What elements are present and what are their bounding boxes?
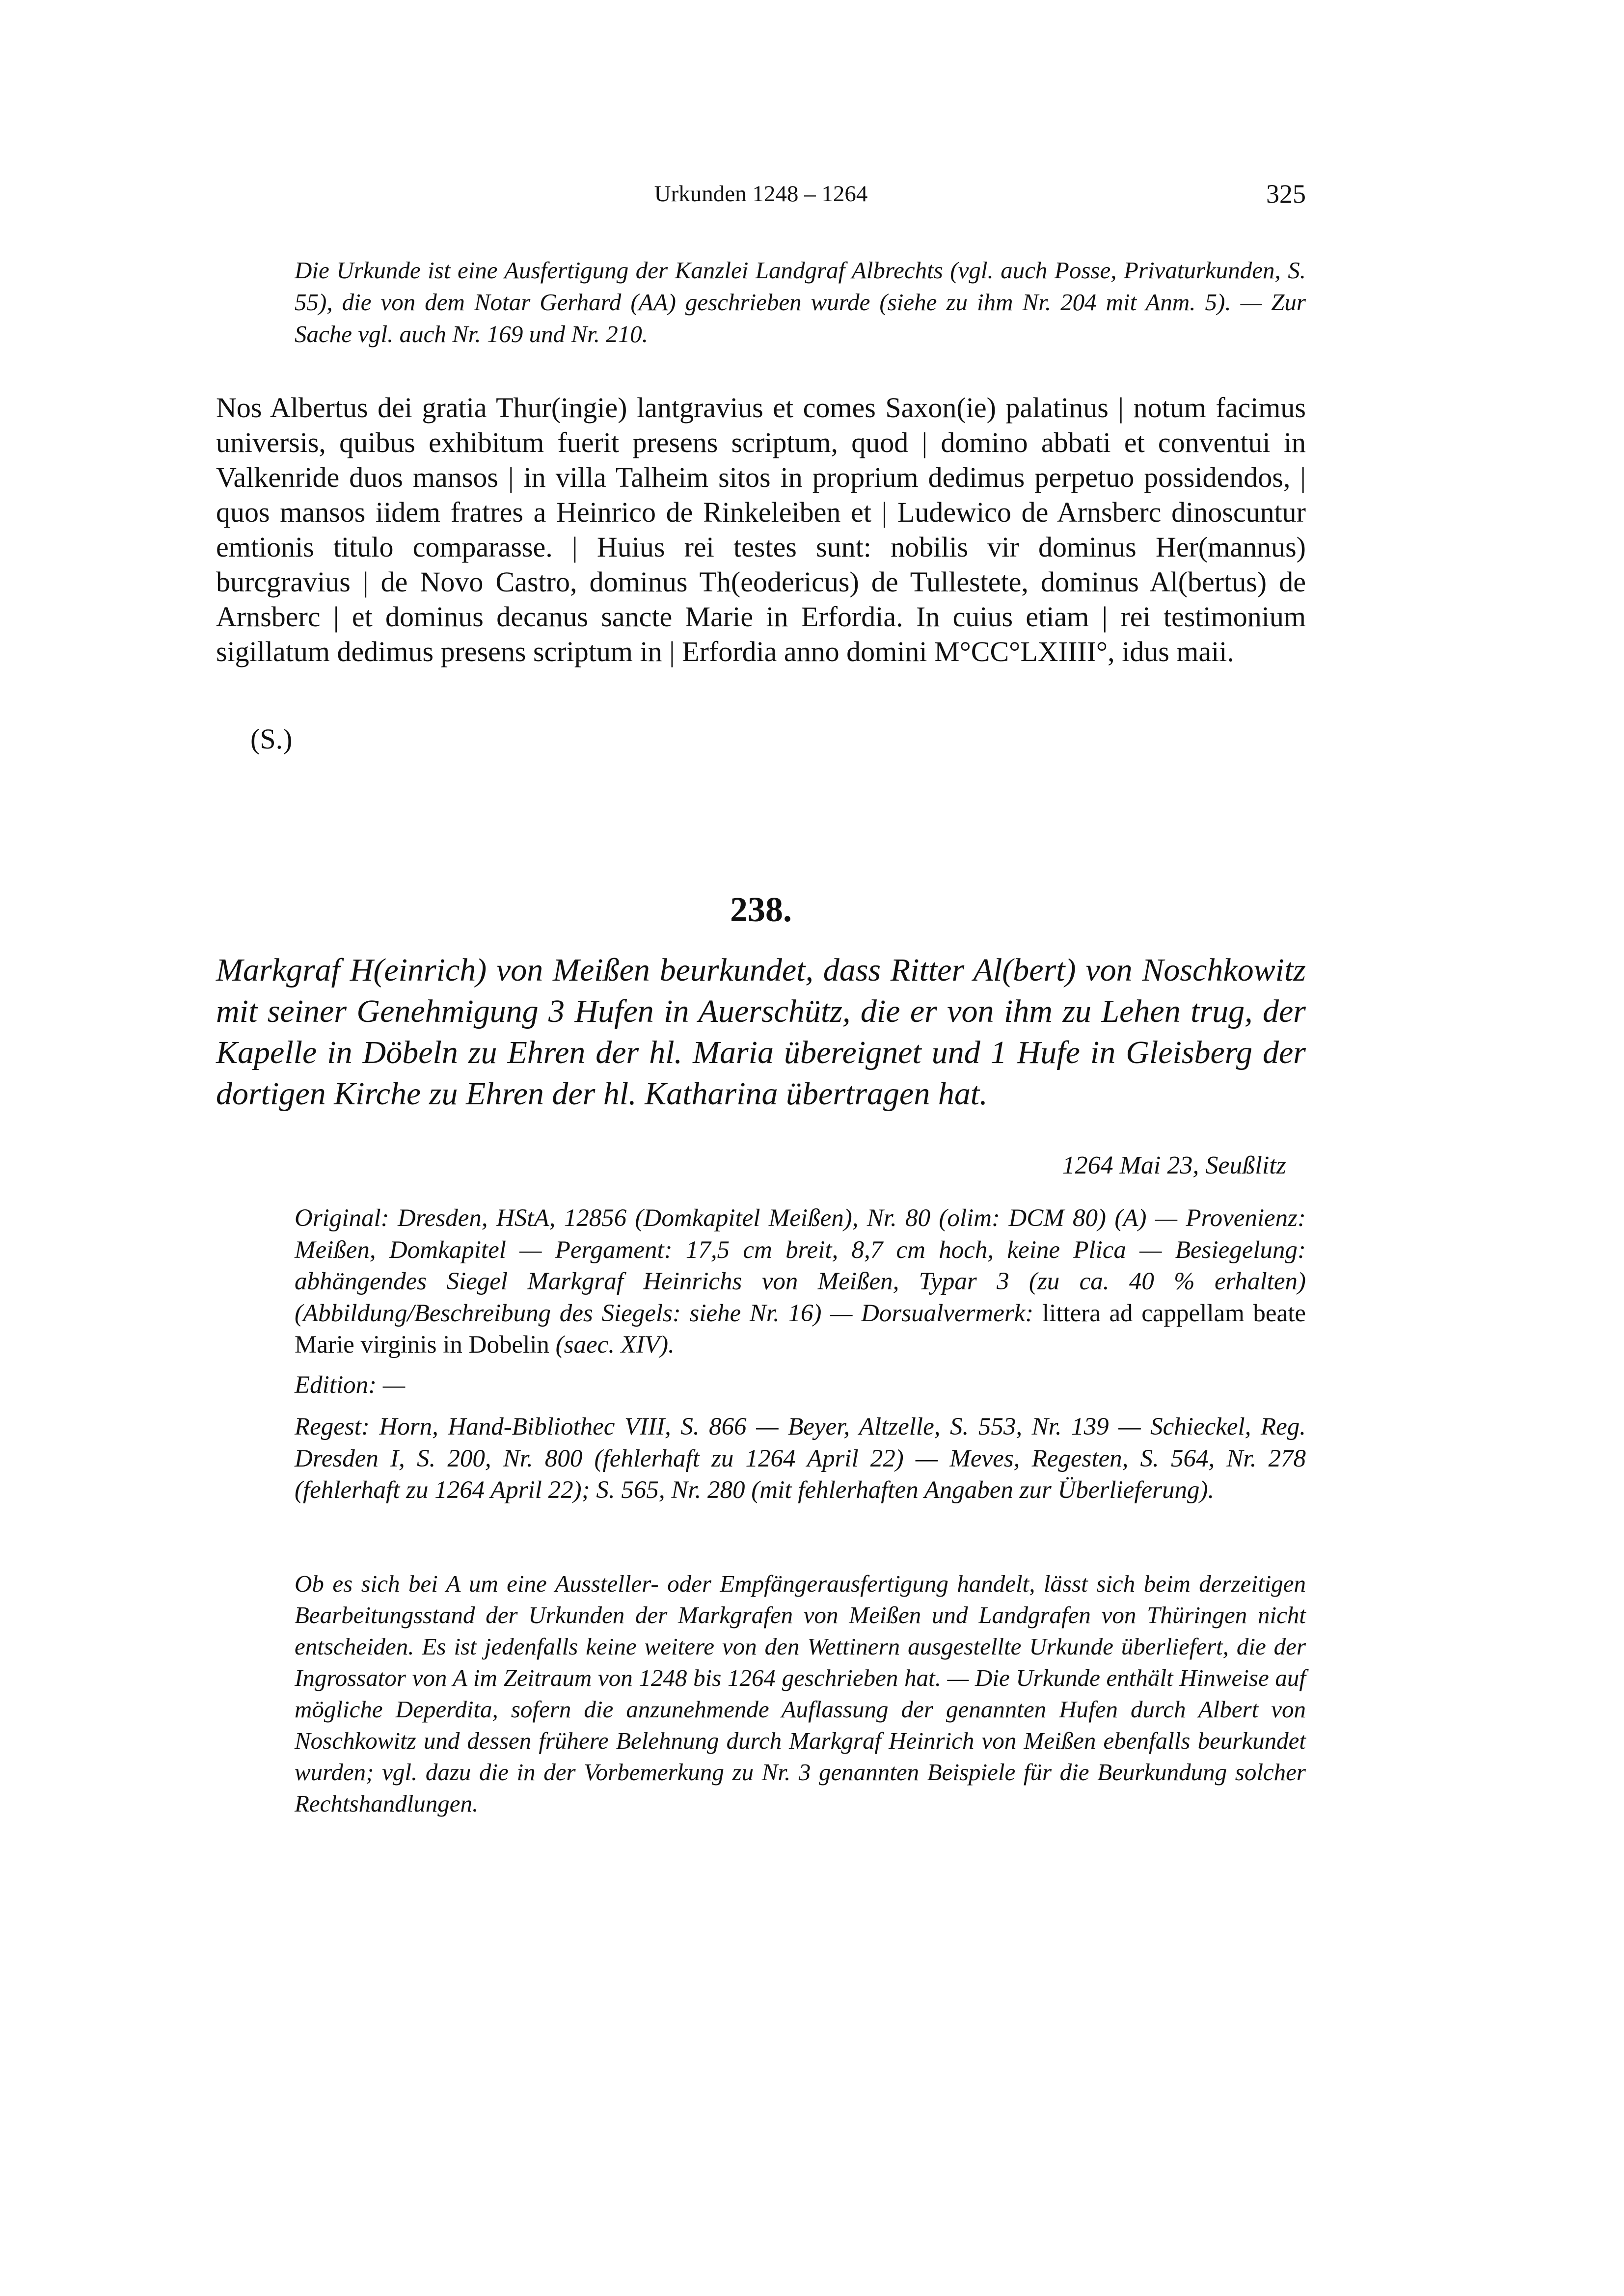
dorsal-note: littera ad cappellam beate Marie virginis in Dobelin [295, 1299, 1306, 1359]
charter-text: Nos Albertus dei gratia Thur(ingie) lantgravius et comes Saxon(ie) palatinus | notum facimus universis, quibus exhibitum fuerit presens scriptum, quod | domino abbati et conventui in Valkenride duos mansos | in villa Talheim sitos in proprium dedimus perpetuo possidendos, | quos mansos iidem fratres a Heinrico de Rinkeleiben et | Ludewico de Arnsberc dinoscuntur emtionis titulo comparasse. | Huius rei testes sunt: nobilis vir dominus Her(mannus) burcgravius | de Novo Castro, dominus Th(eodericus) de Tullestete, dominus Al(bertus) de Arnsberc | et dominus decanus sancte Marie in Erfordia. In cuius etiam | rei testimonium sigillatum dedimus presens scriptum in | Erfordia anno domini M°CC°LXIIII°, idus maii. [216, 392, 1306, 667]
running-head [216, 177, 1306, 211]
regest-references: Regest: Horn, Hand-Bibliothec VIII, S. 866 — Beyer, Altzelle, S. 553, Nr. 139 — Schieckel, Reg. Dresden I, S. 200, Nr. 800 (fehlerhaft zu 1264 April 22) — Meves, Regesten, S. 564, Nr. 278 (fehlerhaft zu 1264 April 22); S. 565, Nr. 280 (mit fehlerhaften Angaben zur Überlieferung). [295, 1413, 1306, 1504]
document-number: 238. [730, 890, 792, 929]
document-commentary: Ob es sich bei A um eine Aussteller- oder Empfängerausfertigung handelt, lässt sich beim derzeitigen Bearbeitungsstand der Urkunden der Markgrafen von Meißen und Landgrafen von Thüringen nicht entscheiden. Es ist jedenfalls keine weitere von den Wettinern ausgestellte Urkunde überliefert, die der Ingrossator von A im Zeitraum von 1248 bis 1264 geschrieben hat. — Die Urkunde enthält Hinweise auf mögliche Deperdita, sofern die anzunehmende Auflassung der genannten Hufen durch Albert von Noschkowitz und dessen frühere Belehnung durch Markgraf Heinrich von Meißen ebenfalls beurkundet wurden; vgl. dazu die in der Vorbemerkung zu Nr. 3 genannten Beispiele für die Beurkundung solcher Rechtshandlungen. [295, 1570, 1306, 1817]
running-title: Urkunden 1248 – 1264 [654, 181, 868, 207]
previous-document-note: Die Urkunde ist eine Ausfertigung der Kanzlei Landgraf Albrechts (vgl. auch Posse, Privaturkunden, S. 55), die von dem Notar Gerhard (AA) geschrieben wurde (siehe zu ihm Nr. 204 mit Anm. 5). — Zur Sache vgl. auch Nr. 169 und Nr. 210. [295, 257, 1306, 347]
edition-line: Edition: — [295, 1371, 406, 1399]
original-description [295, 1202, 1306, 1361]
seal-mark: (S.) [250, 723, 293, 755]
original-description-text: Original: Dresden, HStA, 12856 (Domkapitel Meißen), Nr. 80 (olim: DCM 80) (A) — Provenienz: Meißen, Domkapitel — Pergament: 17,5 cm breit, 8,7 cm hoch, keine Plica — Besiegelung: abhängendes Siegel Markgraf Heinrichs von Meißen, Typar 3 (zu ca. 40 % erhalten) (Abbildung/Beschreibung des Siegels: siehe Nr. 16) — Dorsualvermerk: [295, 1204, 1306, 1327]
document-regest: Markgraf H(einrich) von Meißen beurkundet, dass Ritter Al(bert) von Noschkowitz mit seiner Genehmigung 3 Hufen in Auerschütz, die er von ihm zu Lehen trug, der Kapelle in Döbeln zu Ehren der hl. Maria übereignet und 1 Hufe in Gleisberg der dortigen Kirche zu Ehren der hl. Katharina übertragen hat. [216, 952, 1306, 1112]
page-number: 325 [1266, 179, 1306, 209]
dorsal-date: (saec. XIV). [555, 1331, 675, 1359]
document-date-place: 1264 Mai 23, Seußlitz [1062, 1151, 1286, 1179]
